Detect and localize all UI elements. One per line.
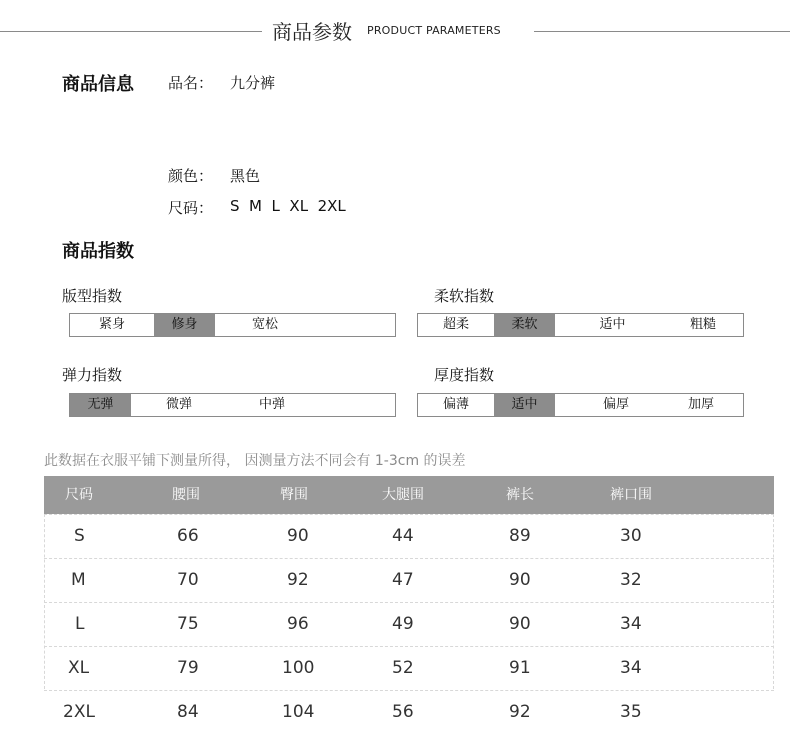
cell-size: 2XL <box>63 702 95 722</box>
size-value: S M L XL 2XL <box>230 197 346 215</box>
table-border-right <box>773 514 774 689</box>
color-label: 颜色： <box>168 167 214 185</box>
fit-option-slim: 修身 <box>154 314 215 336</box>
cell-hip: 104 <box>282 702 315 722</box>
size-label: 尺码： <box>168 199 214 217</box>
header-rule-right <box>534 31 790 32</box>
cell-length: 92 <box>509 702 531 722</box>
header-length: 裤长 <box>506 487 534 503</box>
softness-index-label: 柔软指数 <box>434 287 495 305</box>
cell-length: 90 <box>509 614 531 634</box>
header-size: 尺码 <box>65 487 93 503</box>
cell-thigh: 49 <box>392 614 414 634</box>
elasticity-option-slight: 微弹 <box>165 397 192 412</box>
fit-index-bar <box>69 313 396 337</box>
elasticity-option-none: 无弹 <box>70 394 131 416</box>
softness-option-ultra-soft: 超柔 <box>442 317 469 332</box>
color-value: 黑色 <box>230 167 261 185</box>
cell-thigh: 56 <box>392 702 414 722</box>
cell-size: S <box>74 526 85 546</box>
cell-waist: 75 <box>177 614 199 634</box>
cell-waist: 84 <box>177 702 199 722</box>
cell-hem: 30 <box>620 526 642 546</box>
cell-size: XL <box>68 658 90 678</box>
table-row <box>44 647 774 691</box>
cell-hip: 100 <box>282 658 315 678</box>
info-heading: 商品信息 <box>62 74 134 95</box>
cell-waist: 70 <box>177 570 199 590</box>
cell-size: M <box>71 570 86 590</box>
softness-option-soft: 柔软 <box>494 314 555 336</box>
fit-option-loose: 宽松 <box>251 317 278 332</box>
cell-hip: 96 <box>287 614 309 634</box>
thickness-index-label: 厚度指数 <box>434 366 495 384</box>
table-row <box>44 514 774 559</box>
page-subtitle: PRODUCT PARAMETERS <box>367 24 501 37</box>
elasticity-index-label: 弹力指数 <box>62 366 123 384</box>
header-thigh: 大腿围 <box>382 487 424 503</box>
cell-thigh: 44 <box>392 526 414 546</box>
cell-hip: 90 <box>287 526 309 546</box>
header-waist: 腰围 <box>172 487 200 503</box>
cell-hip: 92 <box>287 570 309 590</box>
table-row <box>44 691 774 734</box>
table-row <box>44 603 774 647</box>
table-row <box>44 559 774 603</box>
name-value: 九分裤 <box>230 74 276 92</box>
thickness-option-thin: 偏薄 <box>442 397 469 412</box>
size-table <box>44 476 774 734</box>
cell-hem: 34 <box>620 614 642 634</box>
cell-thigh: 47 <box>392 570 414 590</box>
cell-waist: 79 <box>177 658 199 678</box>
thickness-option-thick: 偏厚 <box>602 397 629 412</box>
cell-length: 90 <box>509 570 531 590</box>
softness-option-rough: 粗糙 <box>689 317 716 332</box>
header-rule-left <box>0 31 262 32</box>
softness-index-bar <box>417 313 744 337</box>
cell-hem: 32 <box>620 570 642 590</box>
name-label: 品名： <box>168 74 214 92</box>
header-hip: 臀围 <box>280 487 308 503</box>
cell-size: L <box>75 614 85 634</box>
cell-thigh: 52 <box>392 658 414 678</box>
thickness-option-medium: 适中 <box>494 394 555 416</box>
header-hem: 裤口围 <box>610 487 652 503</box>
indices-heading: 商品指数 <box>62 241 134 262</box>
elasticity-index-bar <box>69 393 396 417</box>
size-table-header <box>44 476 774 514</box>
cell-waist: 66 <box>177 526 199 546</box>
cell-hem: 35 <box>620 702 642 722</box>
cell-hem: 34 <box>620 658 642 678</box>
table-border-left <box>44 514 45 689</box>
softness-option-medium: 适中 <box>599 317 626 332</box>
page-title: 商品参数 <box>272 20 352 44</box>
measurement-note: 此数据在衣服平铺下测量所得， 因测量方法不同会有 1-3cm 的误差 <box>44 453 466 469</box>
cell-length: 91 <box>509 658 531 678</box>
thickness-index-bar <box>417 393 744 417</box>
thickness-option-extra-thick: 加厚 <box>687 397 714 412</box>
fit-index-label: 版型指数 <box>62 287 123 305</box>
elasticity-option-medium: 中弹 <box>258 397 285 412</box>
cell-length: 89 <box>509 526 531 546</box>
fit-option-tight: 紧身 <box>98 317 125 332</box>
